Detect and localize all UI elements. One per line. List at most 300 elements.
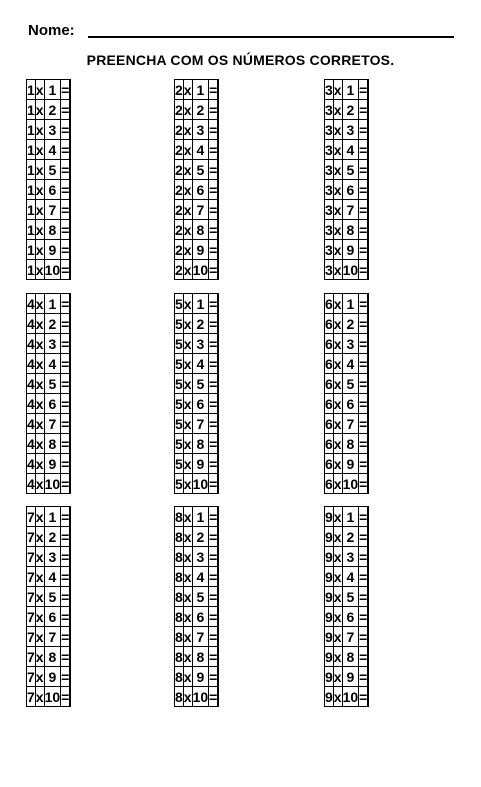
answer-box[interactable] <box>70 294 71 314</box>
equals-sign: = <box>209 261 218 278</box>
multiplicand-cell: 2 <box>175 261 183 278</box>
equals-sign: = <box>359 141 368 158</box>
multiplier-cell: 5 <box>192 587 209 607</box>
multiplicand-cell: 5 <box>175 335 183 352</box>
table-row <box>325 454 369 474</box>
multiplier-cell: 9 <box>192 240 209 260</box>
answer-box[interactable] <box>368 527 369 547</box>
multiplicand-cell: 6 <box>325 375 333 392</box>
times-sign: x <box>183 201 192 218</box>
times-sign: x <box>333 608 342 625</box>
multiplicand-cell: 2 <box>175 101 183 118</box>
answer-box[interactable] <box>70 240 71 260</box>
answer-box[interactable] <box>218 260 219 280</box>
answer-box[interactable] <box>70 667 71 687</box>
table-row <box>27 160 71 180</box>
equals-sign: = <box>209 181 218 198</box>
multiplicand-cell: 3 <box>325 221 333 238</box>
times-sign: x <box>35 335 44 352</box>
times-sign: x <box>35 315 44 332</box>
times-sign: x <box>35 221 44 238</box>
answer-box[interactable] <box>368 394 369 414</box>
multiplier-cell: 2 <box>44 100 61 120</box>
table-row <box>175 687 219 707</box>
multiplicand-cell: 9 <box>325 508 333 525</box>
table-row <box>175 160 219 180</box>
answer-box[interactable] <box>218 547 219 567</box>
equals-sign: = <box>61 181 70 198</box>
multiplicand-cell: 9 <box>325 628 333 645</box>
answer-box[interactable] <box>368 140 369 160</box>
table-row <box>325 547 369 567</box>
table-row <box>27 394 71 414</box>
table-row <box>175 80 219 100</box>
equals-sign: = <box>209 335 218 352</box>
table-row <box>175 294 219 314</box>
answer-box[interactable] <box>368 454 369 474</box>
equals-sign: = <box>209 568 218 585</box>
answer-box[interactable] <box>70 120 71 140</box>
answer-box[interactable] <box>218 160 219 180</box>
equals-sign: = <box>209 241 218 258</box>
answer-box[interactable] <box>218 100 219 120</box>
times-table-3 <box>324 79 369 280</box>
table-row <box>175 354 219 374</box>
answer-box[interactable] <box>70 334 71 354</box>
equals-sign: = <box>209 528 218 545</box>
times-sign: x <box>183 181 192 198</box>
multiplicand-cell: 8 <box>175 548 183 565</box>
answer-box[interactable] <box>368 120 369 140</box>
multiplicand-cell: 7 <box>27 648 35 665</box>
answer-box[interactable] <box>218 294 219 314</box>
table-row <box>175 100 219 120</box>
answer-box[interactable] <box>368 567 369 587</box>
multiplicand-cell: 9 <box>325 648 333 665</box>
answer-box[interactable] <box>368 314 369 334</box>
answer-box[interactable] <box>368 434 369 454</box>
times-sign: x <box>183 335 192 352</box>
multiplicand-cell: 4 <box>27 435 35 452</box>
multiplier-cell: 8 <box>192 434 209 454</box>
times-sign: x <box>35 141 44 158</box>
multiplicand-cell: 2 <box>175 141 183 158</box>
table-row <box>325 120 369 140</box>
multiplier-cell: 2 <box>342 527 359 547</box>
times-table-7 <box>26 506 71 707</box>
answer-box[interactable] <box>70 647 71 667</box>
answer-box[interactable] <box>218 687 219 707</box>
times-sign: x <box>35 548 44 565</box>
equals-sign: = <box>61 528 70 545</box>
multiplier-cell: 10 <box>342 475 359 492</box>
answer-box[interactable] <box>70 627 71 647</box>
table-row <box>27 260 71 280</box>
answer-box[interactable] <box>368 627 369 647</box>
table-row <box>325 394 369 414</box>
multiplicand-cell: 7 <box>27 688 35 705</box>
answer-box[interactable] <box>368 260 369 280</box>
equals-sign: = <box>61 201 70 218</box>
answer-box[interactable] <box>70 100 71 120</box>
answer-box[interactable] <box>368 607 369 627</box>
multiplier-cell: 8 <box>342 434 359 454</box>
multiplicand-cell: 5 <box>175 455 183 472</box>
equals-sign: = <box>209 81 218 98</box>
times-sign: x <box>183 221 192 238</box>
table-row <box>27 80 71 100</box>
multiplier-cell: 10 <box>44 475 61 492</box>
equals-sign: = <box>61 415 70 432</box>
answer-box[interactable] <box>218 474 219 494</box>
multiplicand-cell: 3 <box>325 121 333 138</box>
equals-sign: = <box>61 375 70 392</box>
multiplier-cell: 9 <box>342 667 359 687</box>
times-table-4 <box>26 293 71 494</box>
times-sign: x <box>35 201 44 218</box>
multiplier-cell: 10 <box>192 475 209 492</box>
equals-sign: = <box>359 201 368 218</box>
table-row <box>325 294 369 314</box>
multiplier-cell: 6 <box>44 607 61 627</box>
times-sign: x <box>333 688 342 705</box>
times-sign: x <box>333 668 342 685</box>
table-row <box>325 334 369 354</box>
multiplicand-cell: 8 <box>175 628 183 645</box>
times-sign: x <box>333 161 342 178</box>
times-sign: x <box>35 261 44 278</box>
times-sign: x <box>35 648 44 665</box>
equals-sign: = <box>209 315 218 332</box>
equals-sign: = <box>359 121 368 138</box>
equals-sign: = <box>209 101 218 118</box>
answer-box[interactable] <box>70 374 71 394</box>
times-sign: x <box>35 568 44 585</box>
equals-sign: = <box>209 688 218 705</box>
times-sign: x <box>35 241 44 258</box>
answer-box[interactable] <box>70 180 71 200</box>
multiplicand-cell: 3 <box>325 101 333 118</box>
answer-box[interactable] <box>70 547 71 567</box>
answer-box[interactable] <box>218 200 219 220</box>
times-sign: x <box>333 375 342 392</box>
equals-sign: = <box>209 201 218 218</box>
multiplicand-cell: 1 <box>27 241 35 258</box>
multiplicand-cell: 8 <box>175 588 183 605</box>
multiplicand-cell: 8 <box>175 668 183 685</box>
table-row <box>325 374 369 394</box>
times-sign: x <box>35 295 44 312</box>
answer-box[interactable] <box>218 567 219 587</box>
answer-box[interactable] <box>70 687 71 707</box>
table-row <box>325 100 369 120</box>
answer-box[interactable] <box>368 414 369 434</box>
equals-sign: = <box>359 648 368 665</box>
answer-box[interactable] <box>368 687 369 707</box>
times-sign: x <box>333 475 342 492</box>
table-row <box>325 240 369 260</box>
table-row <box>175 647 219 667</box>
answer-box[interactable] <box>218 587 219 607</box>
answer-box[interactable] <box>368 647 369 667</box>
times-sign: x <box>183 121 192 138</box>
answer-box[interactable] <box>368 100 369 120</box>
table-row <box>175 140 219 160</box>
answer-box[interactable] <box>70 394 71 414</box>
equals-sign: = <box>61 141 70 158</box>
table-row <box>325 200 369 220</box>
table-row <box>325 414 369 434</box>
answer-box[interactable] <box>70 587 71 607</box>
times-sign: x <box>183 315 192 332</box>
equals-sign: = <box>61 475 70 492</box>
times-sign: x <box>333 508 342 525</box>
table-row <box>175 394 219 414</box>
equals-sign: = <box>61 548 70 565</box>
multiplier-cell: 5 <box>44 374 61 394</box>
equals-sign: = <box>359 375 368 392</box>
multiplier-cell: 2 <box>192 527 209 547</box>
answer-box[interactable] <box>368 180 369 200</box>
times-sign: x <box>333 181 342 198</box>
table-row <box>175 240 219 260</box>
multiplicand-cell: 3 <box>325 201 333 218</box>
times-sign: x <box>333 201 342 218</box>
multiplicand-cell: 9 <box>325 668 333 685</box>
answer-box[interactable] <box>70 260 71 280</box>
equals-sign: = <box>359 81 368 98</box>
multiplier-cell: 1 <box>192 294 209 314</box>
answer-box[interactable] <box>70 527 71 547</box>
table-row <box>175 120 219 140</box>
answer-box[interactable] <box>368 507 369 527</box>
answer-box[interactable] <box>218 354 219 374</box>
times-sign: x <box>183 395 192 412</box>
answer-box[interactable] <box>368 474 369 494</box>
equals-sign: = <box>61 261 70 278</box>
answer-box[interactable] <box>218 220 219 240</box>
table-row <box>27 294 71 314</box>
multiplicand-cell: 2 <box>175 221 183 238</box>
multiplicand-cell: 4 <box>27 335 35 352</box>
table-row <box>175 527 219 547</box>
answer-box[interactable] <box>218 607 219 627</box>
answer-box[interactable] <box>218 454 219 474</box>
multiplier-cell: 7 <box>342 627 359 647</box>
answer-box[interactable] <box>218 414 219 434</box>
multiplier-cell: 3 <box>192 334 209 354</box>
answer-box[interactable] <box>218 527 219 547</box>
multiplier-cell: 3 <box>44 120 61 140</box>
multiplicand-cell: 6 <box>325 435 333 452</box>
answer-box[interactable] <box>70 414 71 434</box>
answer-box[interactable] <box>70 607 71 627</box>
times-sign: x <box>183 668 192 685</box>
equals-sign: = <box>209 508 218 525</box>
equals-sign: = <box>209 668 218 685</box>
times-sign: x <box>333 648 342 665</box>
multiplicand-cell: 8 <box>175 508 183 525</box>
multiplicand-cell: 3 <box>325 141 333 158</box>
multiplicand-cell: 8 <box>175 568 183 585</box>
multiplier-cell: 10 <box>192 261 209 278</box>
multiplier-cell: 9 <box>44 454 61 474</box>
table-row <box>27 120 71 140</box>
times-sign: x <box>333 528 342 545</box>
multiplier-cell: 4 <box>44 567 61 587</box>
equals-sign: = <box>359 608 368 625</box>
times-sign: x <box>183 101 192 118</box>
answer-box[interactable] <box>218 627 219 647</box>
answer-box[interactable] <box>218 507 219 527</box>
equals-sign: = <box>359 415 368 432</box>
answer-box[interactable] <box>368 374 369 394</box>
equals-sign: = <box>359 435 368 452</box>
answer-box[interactable] <box>218 374 219 394</box>
answer-box[interactable] <box>218 80 219 100</box>
equals-sign: = <box>359 315 368 332</box>
answer-box[interactable] <box>368 240 369 260</box>
table-row <box>27 220 71 240</box>
answer-box[interactable] <box>70 354 71 374</box>
multiplier-cell: 1 <box>44 507 61 527</box>
multiplier-cell: 2 <box>342 314 359 334</box>
multiplier-cell: 8 <box>44 434 61 454</box>
equals-sign: = <box>61 241 70 258</box>
table-row <box>175 220 219 240</box>
answer-box[interactable] <box>218 647 219 667</box>
table-row <box>325 160 369 180</box>
multiplier-cell: 5 <box>192 160 209 180</box>
times-sign: x <box>35 588 44 605</box>
table-row <box>175 314 219 334</box>
answer-box[interactable] <box>70 454 71 474</box>
multiplier-cell: 5 <box>44 587 61 607</box>
answer-box[interactable] <box>368 294 369 314</box>
multiplicand-cell: 7 <box>27 608 35 625</box>
answer-box[interactable] <box>70 434 71 454</box>
equals-sign: = <box>359 355 368 372</box>
multiplier-cell: 6 <box>342 180 359 200</box>
equals-sign: = <box>209 475 218 492</box>
multiplicand-cell: 8 <box>175 648 183 665</box>
multiplier-cell: 8 <box>44 220 61 240</box>
answer-box[interactable] <box>70 220 71 240</box>
answer-box[interactable] <box>368 667 369 687</box>
multiplier-cell: 10 <box>44 688 61 705</box>
multiplicand-cell: 9 <box>325 588 333 605</box>
multiplier-cell: 4 <box>342 140 359 160</box>
multiplier-cell: 3 <box>342 547 359 567</box>
answer-box[interactable] <box>70 507 71 527</box>
answer-box[interactable] <box>218 240 219 260</box>
multiplier-cell: 2 <box>44 314 61 334</box>
multiplicand-cell: 7 <box>27 568 35 585</box>
multiplicand-cell: 4 <box>27 315 35 332</box>
multiplier-cell: 2 <box>44 527 61 547</box>
times-sign: x <box>333 588 342 605</box>
table-row <box>175 547 219 567</box>
times-sign: x <box>183 261 192 278</box>
answer-box[interactable] <box>218 140 219 160</box>
table-row <box>175 627 219 647</box>
table-row <box>27 527 71 547</box>
answer-box[interactable] <box>70 567 71 587</box>
answer-box[interactable] <box>218 434 219 454</box>
answer-box[interactable] <box>368 220 369 240</box>
table-row <box>27 374 71 394</box>
answer-box[interactable] <box>368 587 369 607</box>
answer-box[interactable] <box>218 394 219 414</box>
answer-box[interactable] <box>368 334 369 354</box>
answer-box[interactable] <box>70 200 71 220</box>
multiplier-cell: 1 <box>44 80 61 100</box>
multiplier-cell: 6 <box>44 394 61 414</box>
answer-box[interactable] <box>70 160 71 180</box>
answer-box[interactable] <box>368 354 369 374</box>
times-sign: x <box>333 295 342 312</box>
answer-box[interactable] <box>368 80 369 100</box>
multiplier-cell: 9 <box>44 667 61 687</box>
table-row <box>27 607 71 627</box>
multiplier-cell: 7 <box>342 414 359 434</box>
table-row <box>175 567 219 587</box>
answer-box[interactable] <box>70 474 71 494</box>
multiplier-cell: 7 <box>192 414 209 434</box>
multiplicand-cell: 3 <box>325 161 333 178</box>
equals-sign: = <box>209 121 218 138</box>
answer-box[interactable] <box>70 80 71 100</box>
answer-box[interactable] <box>368 547 369 567</box>
answer-box[interactable] <box>70 140 71 160</box>
multiplicand-cell: 1 <box>27 81 35 98</box>
multiplier-cell: 7 <box>44 627 61 647</box>
times-sign: x <box>183 528 192 545</box>
multiplicand-cell: 5 <box>175 295 183 312</box>
equals-sign: = <box>359 241 368 258</box>
table-row <box>175 454 219 474</box>
multiplier-cell: 3 <box>44 547 61 567</box>
table-row <box>175 434 219 454</box>
table-row <box>325 434 369 454</box>
answer-box[interactable] <box>70 314 71 334</box>
multiplicand-cell: 9 <box>325 608 333 625</box>
multiplier-cell: 1 <box>342 294 359 314</box>
times-sign: x <box>183 295 192 312</box>
answer-box[interactable] <box>218 334 219 354</box>
answer-box[interactable] <box>368 160 369 180</box>
multiplicand-cell: 6 <box>325 315 333 332</box>
multiplicand-cell: 7 <box>27 528 35 545</box>
times-sign: x <box>35 375 44 392</box>
equals-sign: = <box>209 588 218 605</box>
multiplier-cell: 3 <box>342 334 359 354</box>
equals-sign: = <box>61 161 70 178</box>
equals-sign: = <box>61 221 70 238</box>
table-row <box>175 507 219 527</box>
answer-box[interactable] <box>368 200 369 220</box>
answer-box[interactable] <box>218 667 219 687</box>
times-table-5 <box>174 293 219 494</box>
multiplicand-cell: 1 <box>27 161 35 178</box>
name-field[interactable] <box>88 36 454 38</box>
answer-box[interactable] <box>218 180 219 200</box>
equals-sign: = <box>359 568 368 585</box>
multiplier-cell: 9 <box>192 667 209 687</box>
answer-box[interactable] <box>218 314 219 334</box>
multiplier-cell: 2 <box>342 100 359 120</box>
answer-box[interactable] <box>218 120 219 140</box>
